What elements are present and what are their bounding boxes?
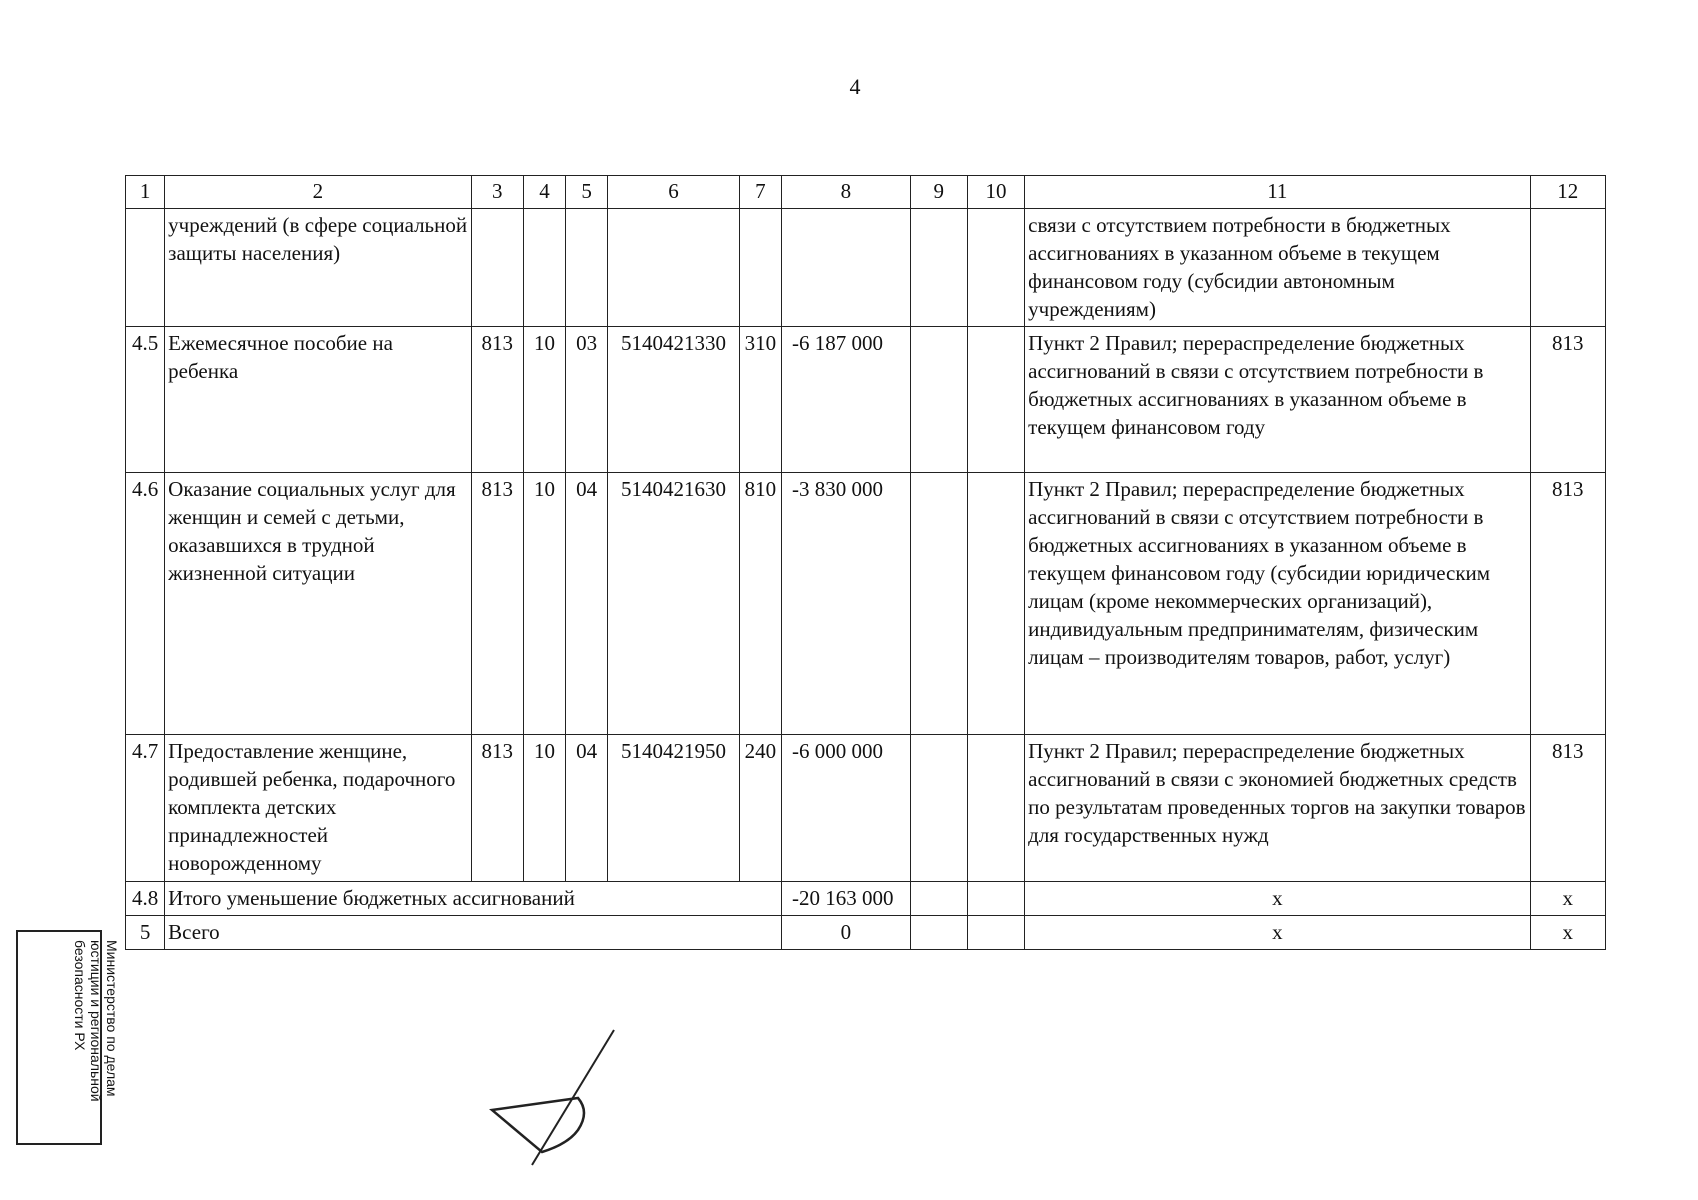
header-cell: 7 [739, 176, 781, 209]
code-cell: 813 [471, 327, 523, 473]
empty-cell [910, 327, 967, 473]
total-mark: x [1025, 916, 1530, 950]
row-number: 4.8 [126, 882, 165, 916]
total-mark: x [1530, 882, 1605, 916]
empty-cell [967, 735, 1024, 882]
header-cell: 4 [523, 176, 565, 209]
table-row [126, 473, 1606, 735]
stamp-line: безопасности РХ [72, 940, 88, 1051]
header-cell: 11 [1025, 176, 1530, 209]
header-cell: 12 [1530, 176, 1605, 209]
code-cell: 813 [1530, 735, 1605, 882]
total-mark: x [1530, 916, 1605, 950]
header-cell: 2 [165, 176, 471, 209]
header-cell: 6 [608, 176, 740, 209]
header-cell: 8 [782, 176, 911, 209]
item-reason: Пункт 2 Правил; перераспределение бюджетных ассигнований в связи с экономией бюджетных средств по результатам проведенных торгов на закупки товаров для государственных нужд [1025, 735, 1530, 882]
total-amount: -20 163 000 [782, 882, 911, 916]
item-name: Ежемесячное пособие на ребенка [165, 327, 471, 473]
amount-cell: -6 000 000 [782, 735, 911, 882]
total-row [126, 916, 1606, 950]
code-cell: 10 [523, 473, 565, 735]
code-cell: 04 [566, 473, 608, 735]
code-cell: 813 [471, 473, 523, 735]
item-reason: Пункт 2 Правил; перераспределение бюджетных ассигнований в связи с отсутствием потребности в бюджетных ассигнованиях в указанном объеме в текущем финансовом году (субсидии юридическим лицам (кроме некоммерческих организаций), индивидуальным предпринимателям, физическим лицам – производителям товаров, работ, услуг) [1025, 473, 1530, 735]
registration-stamp [16, 930, 120, 1145]
code-cell: 813 [1530, 327, 1605, 473]
item-reason: Пункт 2 Правил; перераспределение бюджетных ассигнований в связи с отсутствием потребности в бюджетных ассигнованиях в указанном объеме в текущем финансовом году [1025, 327, 1530, 473]
amount-cell: -6 187 000 [782, 327, 911, 473]
budget-table [125, 175, 1606, 950]
table-row [126, 209, 1606, 327]
amount-cell: -3 830 000 [782, 473, 911, 735]
header-cell: 5 [566, 176, 608, 209]
code-cell: 10 [523, 327, 565, 473]
empty-cell [910, 473, 967, 735]
code-cell: 810 [739, 473, 781, 735]
code-cell: 240 [739, 735, 781, 882]
code-cell: 04 [566, 735, 608, 882]
header-cell: 1 [126, 176, 165, 209]
item-name: Оказание социальных услуг для женщин и семей с детьми, оказавшихся в трудной жизненной ситуации [165, 473, 471, 735]
row-number: 4.6 [126, 473, 165, 735]
item-name: учреждений (в сфере социальной защиты населения) [165, 209, 471, 327]
code-cell: 5140421630 [608, 473, 740, 735]
code-cell: 03 [566, 327, 608, 473]
code-cell: 813 [1530, 473, 1605, 735]
empty-cell [967, 473, 1024, 735]
page-number: 4 [849, 74, 861, 99]
total-row [126, 882, 1606, 916]
empty-cell [910, 735, 967, 882]
total-amount: 0 [782, 916, 911, 950]
stamp-line: юстиции и региональной [88, 940, 104, 1102]
total-label: Всего [165, 916, 782, 950]
signature-mark [480, 1020, 630, 1170]
header-cell: 9 [910, 176, 967, 209]
header-cell: 3 [471, 176, 523, 209]
code-cell: 5140421950 [608, 735, 740, 882]
total-label: Итого уменьшение бюджетных ассигнований [165, 882, 782, 916]
stamp-text [72, 940, 120, 1140]
item-reason: связи с отсутствием потребности в бюджетных ассигнованиях в указанном объеме в текущем финансовом году (субсидии автономным учреждениям) [1025, 209, 1530, 327]
code-cell: 813 [471, 735, 523, 882]
stamp-line: Министерство по делам [104, 940, 120, 1097]
code-cell: 10 [523, 735, 565, 882]
header-cell: 10 [967, 176, 1024, 209]
row-number: 5 [126, 916, 165, 950]
table-row [126, 327, 1606, 473]
item-name: Предоставление женщине, родившей ребенка, подарочного комплекта детских принадлежностей новорожденному [165, 735, 471, 882]
header-row [126, 176, 1606, 209]
code-cell: 310 [739, 327, 781, 473]
row-number: 4.7 [126, 735, 165, 882]
row-number: 4.5 [126, 327, 165, 473]
total-mark: x [1025, 882, 1530, 916]
empty-cell [967, 327, 1024, 473]
code-cell: 5140421330 [608, 327, 740, 473]
table-row [126, 735, 1606, 882]
